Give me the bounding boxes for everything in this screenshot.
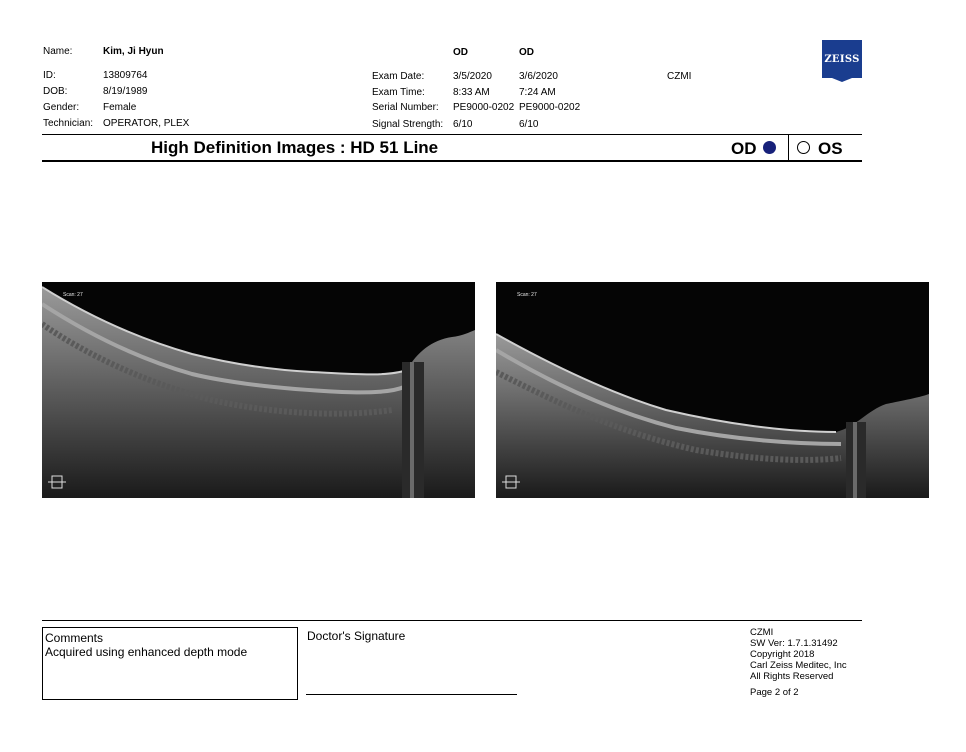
- footer-sw-ver: SW Ver: 1.7.1.31492: [750, 638, 838, 649]
- page-number: Page 2 of 2: [750, 687, 799, 698]
- exam-time-1: 8:33 AM: [453, 87, 490, 98]
- comments-box: [42, 627, 298, 700]
- footer-copyright: Copyright 2018: [750, 649, 815, 660]
- exam-eye-2: OD: [519, 47, 534, 58]
- od-selected-radio-icon: [763, 141, 776, 154]
- patient-dob: 8/19/1989: [103, 86, 148, 97]
- exam-time-label: Exam Time:: [372, 87, 425, 98]
- patient-name: Kim, Ji Hyun: [103, 46, 164, 57]
- exam-time-2: 7:24 AM: [519, 87, 556, 98]
- exam-date-2: 3/6/2020: [519, 71, 558, 82]
- comments-text: Acquired using enhanced depth mode: [45, 645, 248, 659]
- dob-label: DOB:: [43, 86, 68, 97]
- patient-id: 13809764: [103, 70, 148, 81]
- zeiss-logo: [822, 40, 862, 78]
- technician-label: Technician:: [43, 118, 94, 129]
- gender-label: Gender:: [43, 102, 80, 113]
- serial-2: PE9000-0202: [519, 102, 581, 113]
- signal-1: 6/10: [453, 119, 473, 130]
- patient-gender: Female: [103, 102, 137, 113]
- logo-text: ZEISS: [824, 53, 860, 65]
- footer-org: CZMI: [750, 627, 774, 638]
- technician-name: OPERATOR, PLEX: [103, 118, 190, 129]
- institution: CZMI: [667, 71, 692, 82]
- signal-2: 6/10: [519, 119, 539, 130]
- title-top-rule: [42, 134, 862, 135]
- od-label: OD: [731, 139, 757, 158]
- footer-rights: All Rights Reserved: [750, 671, 834, 682]
- name-label: Name:: [43, 46, 73, 57]
- oct-scan-2-graphic: [496, 282, 929, 498]
- signature-label: Doctor's Signature: [307, 629, 406, 643]
- report-title: High Definition Images : HD 51 Line: [151, 138, 439, 157]
- serial-label: Serial Number:: [372, 102, 439, 113]
- os-label: OS: [818, 139, 843, 158]
- orientation-1-icon: [48, 474, 66, 490]
- eye-divider: [788, 134, 789, 160]
- oct-scan-image-2: [496, 282, 929, 498]
- orientation-2-icon: [502, 474, 520, 490]
- footer-company: Carl Zeiss Meditec, Inc: [750, 660, 847, 671]
- title-bottom-rule: [42, 160, 862, 162]
- serial-1: PE9000-0202: [453, 102, 515, 113]
- exam-eye-1: OD: [453, 47, 468, 58]
- exam-date-label: Exam Date:: [372, 71, 425, 82]
- id-label: ID:: [43, 70, 56, 81]
- signature-line: [306, 694, 517, 695]
- scan-1-label: Scan: 27: [63, 292, 83, 298]
- comments-heading: Comments: [45, 631, 104, 645]
- exam-date-1: 3/5/2020: [453, 71, 492, 82]
- signal-label: Signal Strength:: [372, 119, 444, 130]
- footer-rule: [42, 620, 862, 621]
- oct-scan-1-graphic: [42, 282, 475, 498]
- os-unselected-radio-icon: [797, 141, 810, 154]
- scan-2-label: Scan: 27: [517, 292, 537, 298]
- oct-scan-image-1: [42, 282, 475, 498]
